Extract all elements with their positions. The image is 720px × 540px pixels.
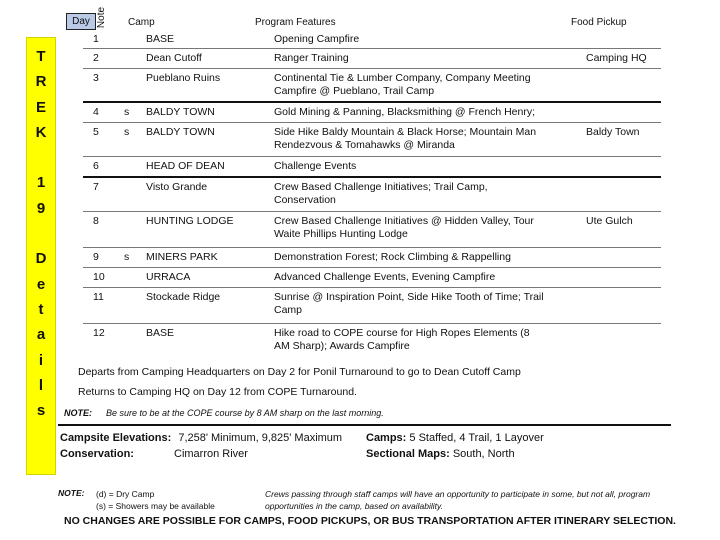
table-row bbox=[83, 212, 661, 248]
row-camp: Stockade Ridge bbox=[146, 291, 221, 303]
row-program: Crew Based Challenge Initiatives; Trail Camp, Conservation bbox=[274, 181, 488, 206]
departure-note: Departs from Camping Headquarters on Day 2 for Ponil Turnaround to go to Dean Cutoff Camp bbox=[78, 366, 521, 378]
camps-value: 5 Staffed, 4 Trail, 1 Layover bbox=[409, 432, 544, 444]
row-note: s bbox=[124, 106, 130, 118]
row-day: 10 bbox=[93, 271, 105, 283]
row-program: Crew Based Challenge Initiatives @ Hidden Valley, Tour Waite Phillips Hunting Lodge bbox=[274, 215, 534, 240]
row-day: 9 bbox=[93, 251, 99, 263]
header-note-label: Note bbox=[96, 6, 108, 29]
travel-notes bbox=[78, 362, 521, 402]
row-food: Camping HQ bbox=[586, 52, 647, 64]
table-row bbox=[83, 324, 661, 357]
table-row bbox=[83, 49, 661, 69]
legend-items bbox=[96, 488, 215, 512]
cope-note-text: Be sure to be at the COPE course by 8 AM sharp on the last morning. bbox=[106, 408, 384, 418]
row-camp: HUNTING LODGE bbox=[146, 215, 234, 227]
maps-value: South, North bbox=[452, 448, 515, 460]
row-camp: MINERS PARK bbox=[146, 251, 218, 263]
row-note: s bbox=[124, 251, 130, 263]
table-row bbox=[83, 268, 661, 288]
header-food: Food Pickup bbox=[571, 17, 627, 28]
row-program: Demonstration Forest; Rock Climbing & Rappelling bbox=[274, 251, 511, 263]
conservation-value: Cimarron River bbox=[174, 448, 248, 460]
elevation-value: 7,258' Minimum, 9,825' Maximum bbox=[178, 432, 343, 444]
row-day: 8 bbox=[93, 215, 99, 227]
row-day: 6 bbox=[93, 160, 99, 172]
itinerary-table bbox=[83, 30, 661, 357]
row-program: Ranger Training bbox=[274, 52, 349, 64]
camps-label: Camps: bbox=[366, 432, 407, 444]
header-program: Program Features bbox=[255, 17, 336, 28]
row-day: 3 bbox=[93, 72, 99, 84]
header-day: Day bbox=[66, 13, 96, 30]
table-row bbox=[83, 157, 661, 178]
row-day: 2 bbox=[93, 52, 99, 64]
row-program: Sunrise @ Inspiration Point, Side Hike Tooth of Time; Trail Camp bbox=[274, 291, 544, 316]
table-row bbox=[83, 178, 661, 212]
conservation-label: Conservation: bbox=[60, 448, 134, 460]
row-program: Side Hike Baldy Mountain & Black Horse; Mountain Man Rendezvous & Tomahawks @ Miranda bbox=[274, 126, 537, 151]
cope-note bbox=[64, 408, 384, 418]
row-camp: Pueblano Ruins bbox=[146, 72, 221, 84]
row-program: Gold Mining & Panning, Blacksmithing @ French Henry; bbox=[274, 106, 536, 118]
elevation-label: Campsite Elevations: bbox=[60, 432, 172, 444]
return-note: Returns to Camping HQ on Day 12 from COPE Turnaround. bbox=[78, 386, 357, 398]
row-day: 1 bbox=[93, 33, 99, 45]
row-program: Challenge Events bbox=[274, 160, 357, 172]
no-changes-warning: NO CHANGES ARE POSSIBLE FOR CAMPS, FOOD PICKUPS, OR BUS TRANSPORTATION AFTER ITINERARY SELECTION. bbox=[64, 515, 676, 527]
row-day: 11 bbox=[93, 291, 104, 303]
row-day: 4 bbox=[93, 106, 99, 118]
table-row bbox=[83, 30, 661, 49]
row-food: Baldy Town bbox=[586, 126, 640, 138]
row-day: 12 bbox=[93, 327, 105, 339]
row-camp: Visto Grande bbox=[146, 181, 208, 193]
trek-sidebar-banner bbox=[26, 37, 56, 475]
row-day: 7 bbox=[93, 181, 99, 193]
table-header bbox=[62, 4, 667, 30]
sidebar-label: T R E K 1 9 D e t a i l s bbox=[35, 48, 47, 420]
row-camp: BASE bbox=[146, 33, 175, 45]
legend-showers: (s) = Showers may be available bbox=[96, 501, 215, 511]
row-note: s bbox=[124, 126, 130, 138]
row-food: Ute Gulch bbox=[586, 215, 633, 227]
legend-dry-camp: (d) = Dry Camp bbox=[96, 489, 155, 499]
row-camp: BALDY TOWN bbox=[146, 106, 215, 118]
cope-note-label: NOTE: bbox=[64, 408, 92, 418]
maps-label: Sectional Maps: bbox=[366, 448, 450, 460]
row-camp: BASE bbox=[146, 327, 175, 339]
trek-info bbox=[60, 430, 660, 462]
header-note bbox=[96, 6, 110, 28]
row-program: Advanced Challenge Events, Evening Campfire bbox=[274, 271, 496, 283]
row-program: Opening Campfire bbox=[274, 33, 360, 45]
table-row bbox=[83, 123, 661, 157]
row-camp: BALDY TOWN bbox=[146, 126, 215, 138]
table-row bbox=[83, 288, 661, 324]
table-row bbox=[83, 103, 661, 123]
row-day: 5 bbox=[93, 126, 99, 138]
section-divider bbox=[58, 424, 671, 426]
row-program: Hike road to COPE course for High Ropes Elements (8 AM Sharp); Awards Campfire bbox=[274, 327, 530, 352]
staff-camp-note: Crews passing through staff camps will have an opportunity to participate in some, but not all, program opportunities in the camp, based on availability. bbox=[265, 489, 651, 511]
row-camp: HEAD OF DEAN bbox=[146, 160, 225, 172]
row-program: Continental Tie & Lumber Company, Company Meeting Campfire @ Pueblano, Trail Camp bbox=[274, 72, 531, 97]
table-row bbox=[83, 69, 661, 103]
row-camp: Dean Cutoff bbox=[146, 52, 202, 64]
header-camp: Camp bbox=[128, 17, 155, 28]
legend-note-label: NOTE: bbox=[58, 488, 85, 498]
table-row bbox=[83, 248, 661, 268]
row-camp: URRACA bbox=[146, 271, 191, 283]
